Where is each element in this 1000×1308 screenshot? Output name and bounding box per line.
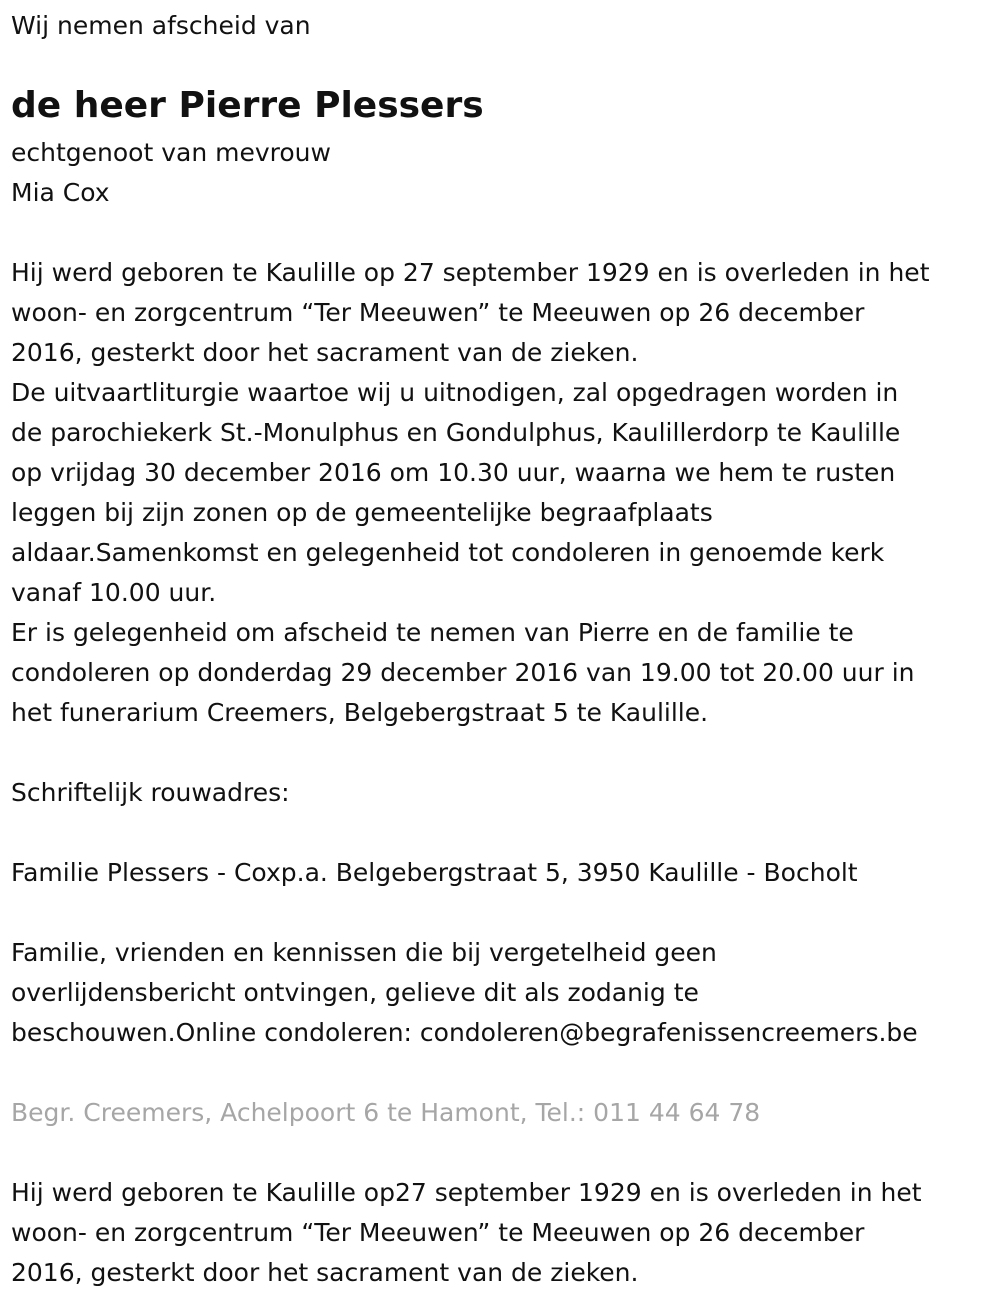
spouse-info [11, 133, 331, 213]
announcement-line: condoleren op donderdag 29 december 2016 van 19.00 tot 20.00 uur in [11, 658, 915, 687]
announcement-line: leggen bij zijn zonen op de gemeentelijke begraafplaats [11, 498, 713, 527]
notice-line: overlijdensbericht ontvingen, gelieve dit als zodanig te [11, 978, 699, 1007]
announcement-line: op vrijdag 30 december 2016 om 10.30 uur, waarna we hem te rusten [11, 458, 896, 487]
address-label: Schriftelijk rouwadres: [11, 778, 290, 807]
funeral-home-info: Begr. Creemers, Achelpoort 6 te Hamont, Tel.: 011 44 64 78 [11, 1098, 761, 1127]
spouse-line-2: Mia Cox [11, 178, 110, 207]
intro-text: Wij nemen afscheid van [11, 11, 311, 40]
notice-line: beschouwen.Online condoleren: condoleren@begrafenissencreemers.be [11, 1018, 918, 1047]
announcement-line: Er is gelegenheid om afscheid te nemen van Pierre en de familie te [11, 618, 854, 647]
announcement-paragraph [11, 253, 986, 733]
announcement-line: Hij werd geboren te Kaulille op 27 september 1929 en is overleden in het [11, 258, 930, 287]
announcement-line: de parochiekerk St.-Monulphus en Gondulphus, Kaulillerdorp te Kaulille [11, 418, 901, 447]
notice-paragraph [11, 933, 986, 1053]
deceased-name: de heer Pierre Plessers [11, 85, 484, 126]
announcement-line: aldaar.Samenkomst en gelegenheid tot condoleren in genoemde kerk [11, 538, 885, 567]
announcement-line: het funerarium Creemers, Belgebergstraat 5 te Kaulille. [11, 698, 709, 727]
notice-line: Familie, vrienden en kennissen die bij vergetelheid geen [11, 938, 717, 967]
announcement-line: De uitvaartliturgie waartoe wij u uitnodigen, zal opgedragen worden in [11, 378, 899, 407]
announcement-line: woon- en zorgcentrum “Ter Meeuwen” te Meeuwen op 26 december [11, 298, 865, 327]
mourning-address: Familie Plessers - Coxp.a. Belgebergstraat 5, 3950 Kaulille - Bocholt [11, 858, 858, 887]
summary-line: Hij werd geboren te Kaulille op27 september 1929 en is overleden in het [11, 1178, 922, 1207]
spouse-line-1: echtgenoot van mevrouw [11, 138, 331, 167]
summary-line: 2016, gesterkt door het sacrament van de zieken. [11, 1258, 639, 1287]
announcement-line: vanaf 10.00 uur. [11, 578, 217, 607]
summary-paragraph [11, 1173, 986, 1293]
summary-line: woon- en zorgcentrum “Ter Meeuwen” te Meeuwen op 26 december [11, 1218, 865, 1247]
announcement-line: 2016, gesterkt door het sacrament van de zieken. [11, 338, 639, 367]
